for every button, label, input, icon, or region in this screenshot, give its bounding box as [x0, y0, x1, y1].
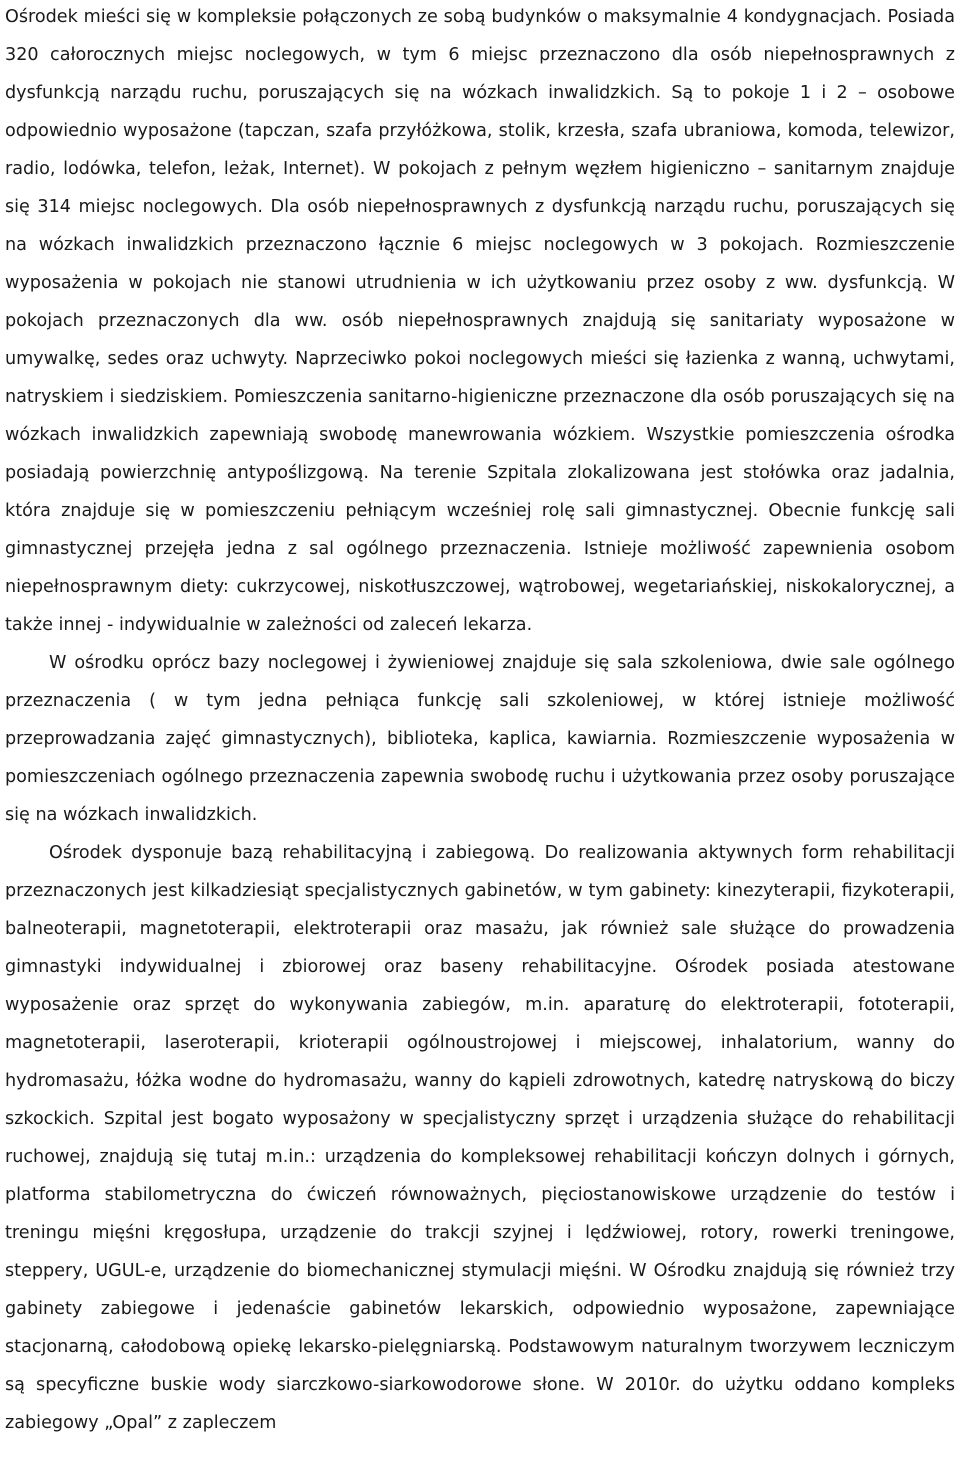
paragraph-facilities: W ośrodku oprócz bazy noclegowej i żywieniowej znajduje się sala szkoleniowa, dwie sale ogólnego przeznaczenia ( w tym jedna pełniąca funkcję sali szkoleniowej, w której istnieje możliwość przeprowadzania zajęć gimnastycznych), biblioteka, kaplica, kawiarnia. Rozmieszczenie wyposażenia w pomieszczeniach ogólnego przeznaczenia zapewnia swobodę ruchu i użytkowania przez osoby poruszające się na wózkach inwalidzkich. — [5, 653, 955, 825]
paragraph-rehabilitation: Ośrodek dysponuje bazą rehabilitacyjną i zabiegową. Do realizowania aktywnych form rehabilitacji przeznaczonych jest kilkadziesiąt specjalistycznych gabinetów, w tym gabinety: kinezyterapii, fizykoterapii, balneoterapii, magnetoterapii, elektroterapii oraz masażu, jak również sale służące do prowadzenia gimnastyki indywidualnej i zbiorowej oraz baseny rehabilitacyjne. Ośrodek posiada atestowane wyposażenie oraz sprzęt do wykonywania zabiegów, m.in. aparaturę do elektroterapii, fototerapii, magnetoterapii, laseroterapii, krioterapii ogólnoustrojowej i miejscowej, inhalatorium, wanny do hydromasażu, łóżka wodne do hydromasażu, wanny do kąpieli zdrowotnych, katedrę natryskową do biczy szkockich. Szpital jest bogato wyposażony w specjalistyczny sprzęt i urządzenia służące do rehabilitacji ruchowej, znajdują się tutaj m.in.: urządzenia do kompleksowej rehabilitacji kończyn dolnych i górnych, platforma stabilometryczna do ćwiczeń równoważnych, pięciostanowiskowe urządzenie do testów i treningu mięśni kręgosłupa, urządzenie do trakcji szyjnej i lędźwiowej, rotory, rowerki treningowe, steppery, UGUL-e, urządzenie do biomechanicznej stymulacji mięśni. W Ośrodku znajdują się również trzy gabinety zabiegowe i jedenaście gabinetów lekarskich, odpowiednio wyposażone, zapewniające stacjonarną, całodobową opiekę lekarsko-pielęgniarską. Podstawowym naturalnym tworzywem leczniczym są specyficzne buskie wody siarczkowo-siarkowodorowe słone. W 2010r. do użytku oddano kompleks zabiegowy „Opal” z zapleczem — [5, 843, 955, 1433]
document-page — [5, 0, 955, 1442]
paragraph-accommodation: Ośrodek mieści się w kompleksie połączonych ze sobą budynków o maksymalnie 4 kondygnacjach. Posiada 320 całorocznych miejsc noclegowych, w tym 6 miejsc przeznaczono dla osób niepełnosprawnych z dysfunkcją narządu ruchu, poruszających się na wózkach inwalidzkich. Są to pokoje 1 i 2 – osobowe odpowiednio wyposażone (tapczan, szafa przyłóżkowa, stolik, krzesła, szafa ubraniowa, komoda, telewizor, radio, lodówka, telefon, leżak, Internet). W pokojach z pełnym węzłem higieniczno – sanitarnym znajduje się 314 miejsc noclegowych. Dla osób niepełnosprawnych z dysfunkcją narządu ruchu, poruszających się na wózkach inwalidzkich przeznaczono łącznie 6 miejsc noclegowych w 3 pokojach. Rozmieszczenie wyposażenia w pokojach nie stanowi utrudnienia w ich użytkowaniu przez osoby z ww. dysfunkcją. W pokojach przeznaczonych dla ww. osób niepełnosprawnych znajdują się sanitariaty wyposażone w umywalkę, sedes oraz uchwyty. Naprzeciwko pokoi noclegowych mieści się łazienka z wanną, uchwytami, natryskiem i siedziskiem. Pomieszczenia sanitarno-higieniczne przeznaczone dla osób poruszających się na wózkach inwalidzkich zapewniają swobodę manewrowania wózkiem. Wszystkie pomieszczenia ośrodka posiadają powierzchnię antypoślizgową. Na terenie Szpitala zlokalizowana jest stołówka oraz jadalnia, która znajduje się w pomieszczeniu pełniącym wcześniej rolę sali gimnastycznej. Obecnie funkcję sali gimnastycznej przejęła jedna z sal ogólnego przeznaczenia. Istnieje możliwość zapewnienia osobom niepełnosprawnym diety: cukrzycowej, niskotłuszczowej, wątrobowej, wegetariańskiej, niskokalorycznej, a także innej - indywidualnie w zależności od zaleceń lekarza. — [5, 7, 955, 635]
